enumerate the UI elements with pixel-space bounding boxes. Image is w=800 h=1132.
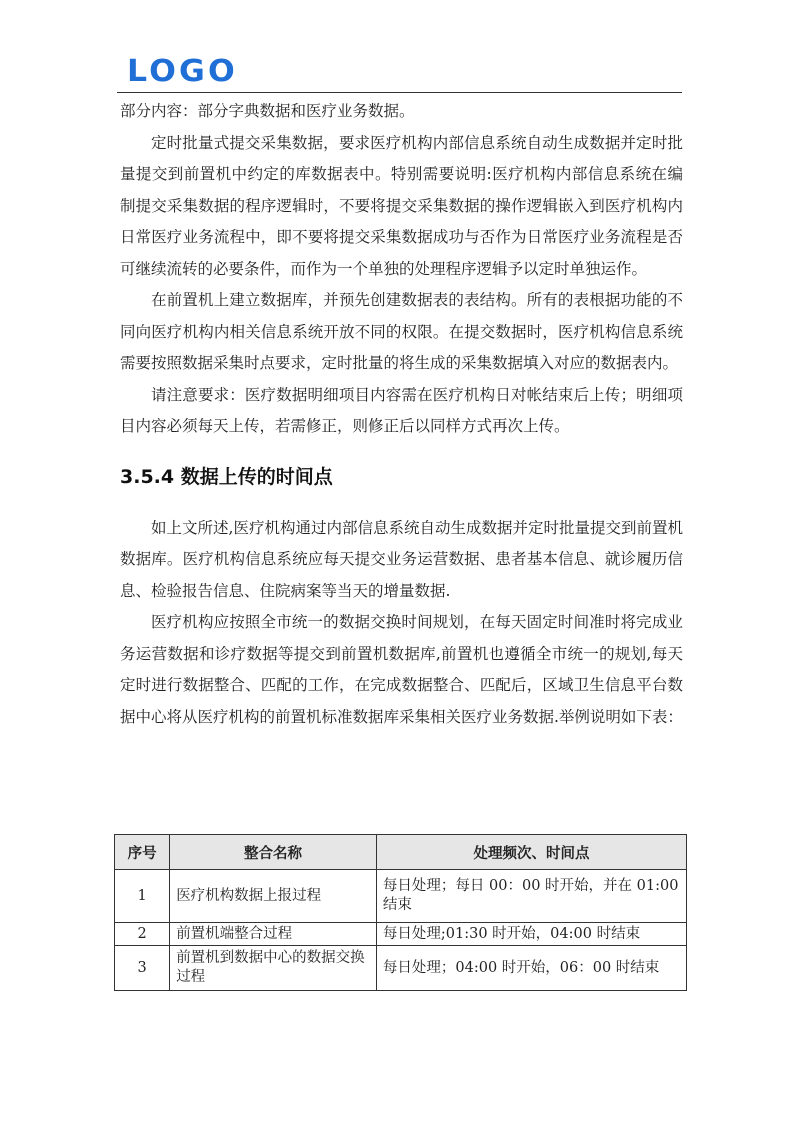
table-row [115, 870, 687, 923]
schedule-table [114, 834, 687, 991]
table-cell: 前置机端整合过程 [170, 923, 377, 946]
table-cell: 1 [115, 870, 170, 923]
table-cell: 2 [115, 923, 170, 946]
paragraph: 医疗机构应按照全市统一的数据交换时间规划，在每天固定时间准时将完成业务运营数据和诊疗数据等提交到前置机数据库,前置机也遵循全市统一的规划,每天定时进行数据整合、匹配的工作，在完成数据整合、匹配后，区域卫生信息平台数据中心将从医疗机构的前置机标准数据库采集相关医疗业务数据.举例说明如下表： [120, 613, 683, 726]
table-cell: 医疗机构数据上报过程 [170, 870, 377, 923]
table-cell: 每日处理；04:00 时开始，06：00 时结束 [376, 946, 686, 991]
column-header: 处理频次、时间点 [376, 835, 686, 870]
column-header: 序号 [115, 835, 170, 870]
logo: LOGO [127, 54, 238, 89]
table-cell: 前置机到数据中心的数据交换过程 [170, 946, 377, 991]
table-cell: 每日处理;01:30 时开始，04:00 时结束 [376, 923, 686, 946]
paragraph: 定时批量式提交采集数据，要求医疗机构内部信息系统自动生成数据并定时批量提交到前置机中约定的库数据表中。特别需要说明:医疗机构内部信息系统在编制提交采集数据的程序逻辑时，不要将提交采集数据的操作逻辑嵌入到医疗机构内日常医疗业务流程中，即不要将提交采集数据成功与否作为日常医疗业务流程是否可继续流转的必要条件，而作为一个单独的处理程序逻辑予以定时单独运作。 [120, 133, 683, 278]
table-row [115, 923, 687, 946]
table-header-row [115, 835, 687, 870]
paragraph: 如上文所述,医疗机构通过内部信息系统自动生成数据并定时批量提交到前置机数据库。医疗机构信息系统应每天提交业务运营数据、患者基本信息、就诊履历信息、检验报告信息、住院病案等当天的增量数据. [120, 518, 683, 600]
paragraph: 在前置机上建立数据库，并预先创建数据表的表结构。所有的表根据功能的不同向医疗机构内相关信息系统开放不同的权限。在提交数据时，医疗机构信息系统需要按照数据采集时点要求，定时批量的将生成的采集数据填入对应的数据表内。 [120, 291, 683, 372]
paragraph: 请注意要求：医疗数据明细项目内容需在医疗机构日对帐结束后上传；明细项目内容必须每天上传，若需修正，则修正后以同样方式再次上传。 [120, 385, 683, 435]
table-row [115, 946, 687, 991]
page-header [117, 52, 682, 93]
paragraph: 部分内容：部分字典数据和医疗业务数据。 [120, 102, 415, 120]
document-body [120, 96, 683, 733]
section-heading: 3.5.4 数据上传的时间点 [120, 465, 333, 488]
table-cell: 每日处理；每日 00：00 时开始，并在 01:00 结束 [376, 870, 686, 923]
table-cell: 3 [115, 946, 170, 991]
column-header: 整合名称 [170, 835, 377, 870]
